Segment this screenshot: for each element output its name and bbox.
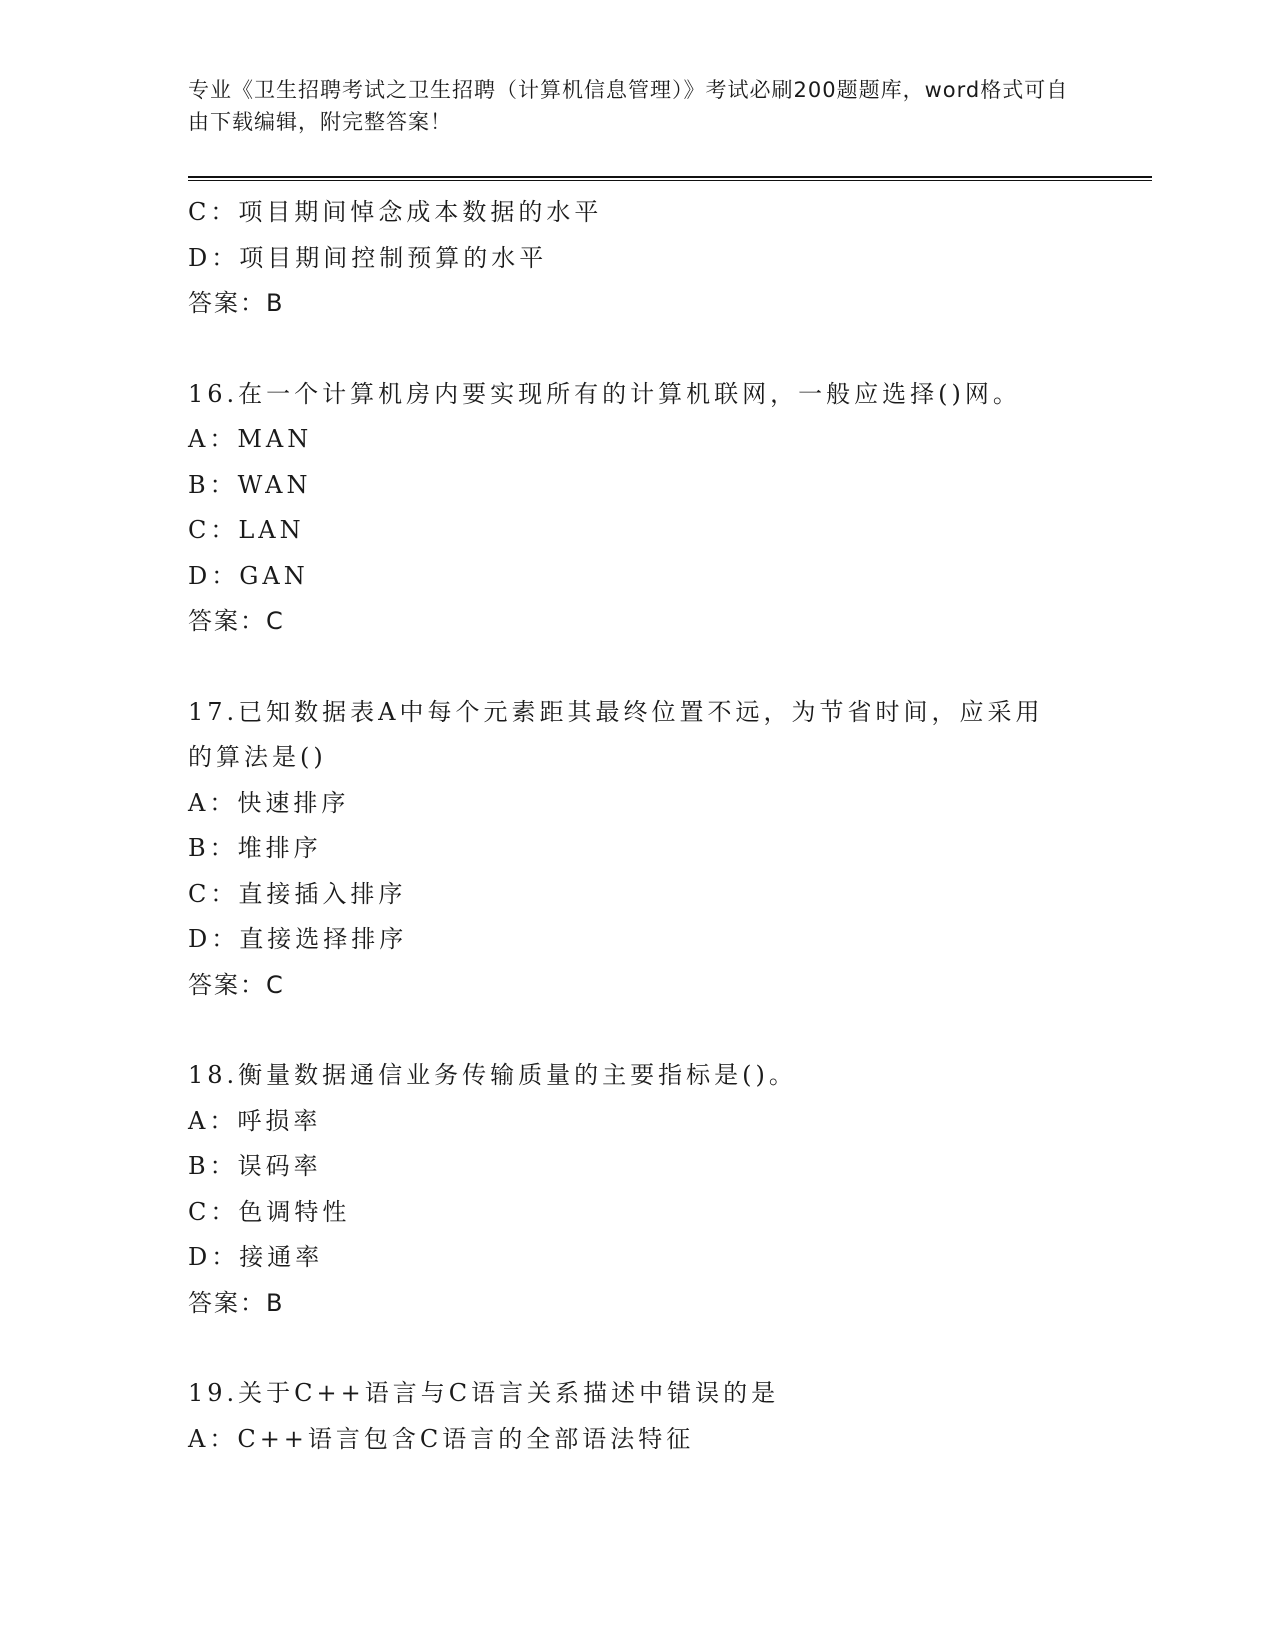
- option-a: A：MAN: [188, 425, 313, 453]
- option-c: C：直接插入排序: [188, 879, 407, 908]
- option-b: B：误码率: [188, 1152, 322, 1180]
- option-d: D：直接选择排序: [188, 925, 408, 953]
- question-15: [188, 190, 1152, 327]
- answer: 答案：B: [188, 1288, 285, 1317]
- spacer: [188, 1008, 1152, 1053]
- question-18: [188, 1053, 1152, 1326]
- question-17: [188, 690, 1152, 1009]
- question-text: 18.衡量数据通信业务传输质量的主要指标是()。: [188, 1061, 797, 1089]
- option-d: D：接通率: [188, 1243, 324, 1271]
- option-d: D：GAN: [188, 561, 309, 590]
- option-a: A：呼损率: [188, 1106, 322, 1135]
- question-text: 16.在一个计算机房内要实现所有的计算机联网，一般应选择()网。: [188, 379, 1021, 408]
- answer: 答案：B: [188, 289, 285, 317]
- header-divider: [188, 176, 1152, 181]
- question-list: [188, 190, 1152, 1462]
- question-19: [188, 1371, 1152, 1462]
- spacer: [188, 327, 1152, 372]
- option-b: B：WAN: [188, 470, 312, 499]
- spacer: [188, 1326, 1152, 1371]
- question-16: [188, 372, 1152, 645]
- option-a: A：快速排序: [188, 788, 350, 817]
- document-header: 专业《卫生招聘考试之卫生招聘（计算机信息管理）》考试必刷200题题库，word格式可自由下载编辑，附完整答案！: [188, 78, 1069, 134]
- answer: 答案：C: [188, 970, 285, 999]
- question-text: 19.关于C++语言与C语言关系描述中错误的是: [188, 1379, 780, 1407]
- option-b: B：堆排序: [188, 834, 322, 862]
- option-c: C：色调特性: [188, 1197, 351, 1226]
- answer: 答案：C: [188, 607, 285, 635]
- option-c: C：项目期间悼念成本数据的水平: [188, 198, 603, 226]
- spacer: [188, 645, 1152, 690]
- question-text: 17.已知数据表A中每个元素距其最终位置不远，为节省时间，应采用的算法是(): [188, 697, 1044, 771]
- option-a: A：C++语言包含C语言的全部语法特征: [188, 1424, 695, 1453]
- option-c: C：LAN: [188, 516, 305, 544]
- option-d: D：项目期间控制预算的水平: [188, 243, 548, 272]
